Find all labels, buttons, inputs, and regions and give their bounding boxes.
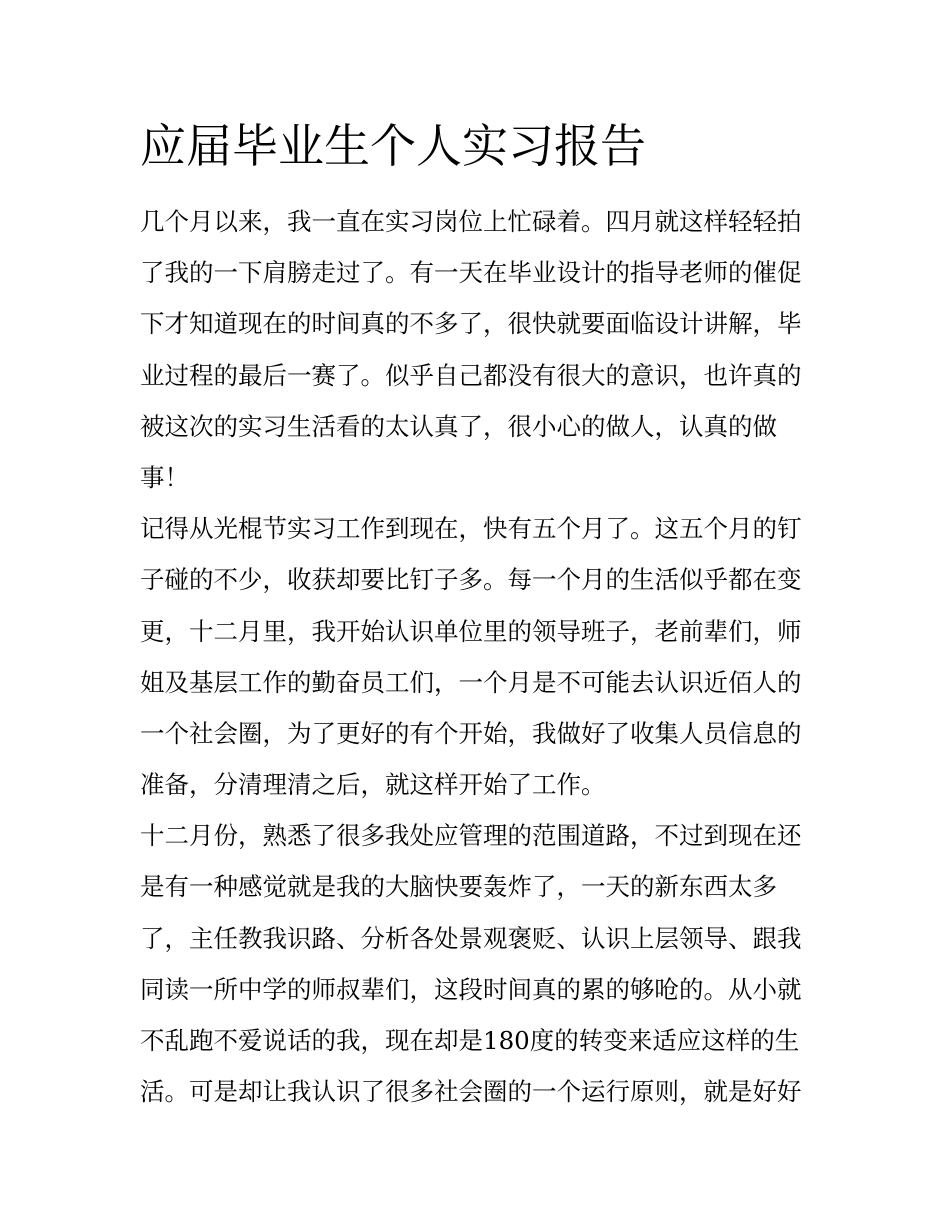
text-line: 十二月份，熟悉了很多我处应管理的范围道路，不过到现在还	[140, 821, 802, 851]
text-line: 了我的一下肩膀走过了。有一天在毕业设计的指导老师的催促	[140, 258, 802, 288]
text-line: 记得从光棍节实习工作到现在，快有五个月了。这五个月的钉	[140, 514, 802, 544]
text-line: 同读一所中学的师叔辈们，这段时间真的累的够呛的。从小就	[140, 974, 802, 1004]
text-line: 更，十二月里，我开始认识单位里的领导班子，老前辈们，师	[140, 616, 802, 646]
text-line: 被这次的实习生活看的太认真了，很小心的做人，认真的做	[140, 411, 777, 441]
text-line: 是有一种感觉就是我的大脑快要轰炸了，一天的新东西太多	[140, 872, 777, 902]
text-line: 姐及基层工作的勤奋员工们，一个月是不可能去认识近佰人的	[140, 667, 802, 697]
text-line: 事！	[140, 462, 189, 492]
text-line: 了，主任教我识路、分析各处景观褒贬、认识上层领导、跟我	[140, 923, 802, 953]
text-line: 一个社会圈，为了更好的有个开始，我做好了收集人员信息的	[140, 718, 802, 748]
text-line: 下才知道现在的时间真的不多了，很快就要面临设计讲解，毕	[140, 309, 802, 339]
text-line: 不乱跑不爱说话的我，现在却是180度的转变来适应这样的生	[140, 1026, 800, 1055]
text-line: 活。可是却让我认识了很多社会圈的一个运行原则，就是好好	[140, 1077, 802, 1107]
text-line: 几个月以来，我一直在实习岗位上忙碌着。四月就这样轻轻拍	[140, 207, 802, 236]
document-body	[140, 196, 820, 1117]
text-line: 业过程的最后一赛了。似乎自己都没有很大的意识，也许真的	[140, 360, 802, 390]
document-title: 应届毕业生个人实习报告	[140, 119, 646, 173]
text-line: 准备，分清理清之后，就这样开始了工作。	[140, 770, 606, 800]
text-line: 子碰的不少，收获却要比钉子多。每一个月的生活似乎都在变	[140, 565, 802, 595]
